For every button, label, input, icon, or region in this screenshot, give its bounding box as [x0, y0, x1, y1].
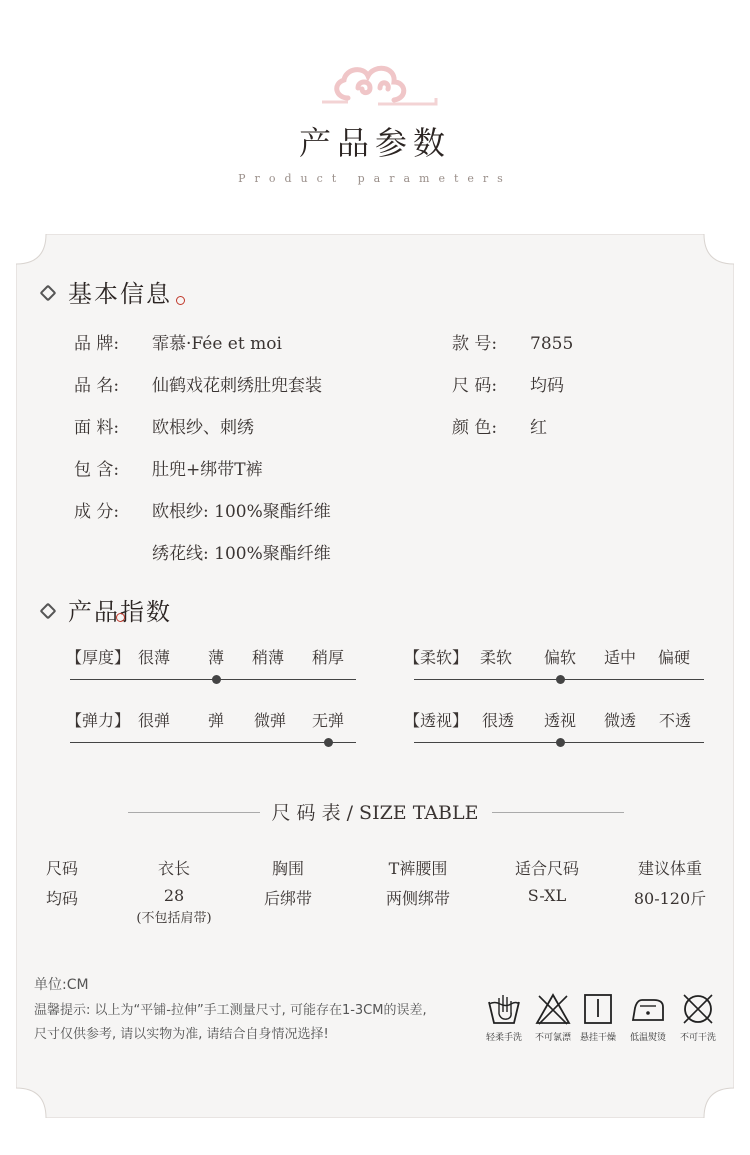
scale-marker [212, 675, 221, 684]
scale-marker [556, 738, 565, 747]
table-header: 衣长 [157, 859, 190, 878]
thickness-option: 稍厚 [312, 648, 345, 667]
transparency-option: 不透 [659, 711, 692, 730]
style-row: 款 号: 7855 [452, 334, 574, 354]
table-header: 建议体重 [637, 859, 702, 878]
elasticity-option: 微弹 [254, 711, 287, 730]
thickness-tag: 【厚度】 [66, 648, 131, 667]
table-cell: 两侧绑带 [385, 889, 450, 908]
color-row: 颜 色: 红 [452, 418, 547, 438]
thickness-option: 薄 [208, 648, 225, 667]
table-cell: S-XL [527, 886, 567, 905]
care-label: 轻柔手洗 [485, 1033, 522, 1043]
tip-line-2: 尺寸仅供参考, 请以实物为准, 请结合自身情况选择! [34, 1027, 329, 1042]
table-header: 胸围 [271, 859, 304, 878]
elasticity-option: 无弹 [312, 711, 345, 730]
tip-line-1: 温馨提示: 以上为“平铺-拉伸”手工测量尺寸, 可能存在1-3CM的误差, [34, 1003, 427, 1018]
no-bleach-icon [533, 992, 573, 1026]
scale-line [70, 742, 356, 743]
table-cell: 28 [163, 886, 185, 905]
page-title: 产品参数 [298, 124, 451, 162]
table-cell: 80-120斤 [633, 889, 707, 908]
table-header: 适合尺码 [514, 859, 579, 878]
composition-row-2: 绣花线: 100%聚酯纤维 [152, 544, 331, 564]
softness-scale [404, 645, 704, 685]
size-row: 尺 码: 均码 [452, 376, 564, 396]
table-cell: 均码 [45, 889, 78, 908]
elasticity-option: 弹 [208, 711, 225, 730]
softness-option: 偏硬 [658, 648, 691, 667]
size-title-divider [492, 812, 624, 813]
table-cell: 后绑带 [263, 889, 312, 908]
page-subtitle: Product parameters [238, 172, 512, 185]
red-ring-icon [116, 613, 125, 622]
no-dry-clean-icon [678, 992, 718, 1026]
transparency-option: 透视 [544, 711, 577, 730]
thickness-option: 很薄 [138, 648, 171, 667]
softness-option: 偏软 [544, 648, 577, 667]
hang-dry-icon [578, 992, 618, 1026]
scale-marker [556, 675, 565, 684]
transparency-scale [404, 708, 704, 748]
transparency-tag: 【透视】 [404, 711, 469, 730]
page-header [0, 0, 750, 200]
product-index-heading: 产品指数 [42, 592, 172, 627]
table-header: T裤腰围 [388, 859, 448, 878]
softness-option: 适中 [604, 648, 637, 667]
table-header: 尺码 [45, 859, 78, 878]
care-label: 低温熨烫 [629, 1033, 666, 1043]
red-ring-icon [176, 296, 185, 305]
name-row: 品 名: 仙鹤戏花刺绣肚兜套装 [74, 376, 322, 396]
transparency-option: 微透 [604, 711, 637, 730]
diamond-bullet-icon [40, 285, 57, 302]
hand-wash-icon [484, 992, 524, 1026]
unit-note: 单位:CM [34, 977, 89, 993]
size-table-title: 尺 码 表 / SIZE TABLE [271, 802, 479, 824]
cloud-ornament-icon [318, 58, 438, 118]
thickness-scale [66, 645, 356, 685]
composition-row: 成 分: 欧根纱: 100%聚酯纤维 [74, 502, 331, 522]
scale-marker [324, 738, 333, 747]
softness-option: 柔软 [480, 648, 513, 667]
softness-tag: 【柔软】 [404, 648, 469, 667]
basic-info-heading: 基本信息 [42, 274, 172, 309]
fabric-row: 面 料: 欧根纱、刺绣 [74, 418, 254, 438]
elasticity-tag: 【弹力】 [66, 711, 131, 730]
low-iron-icon [628, 992, 668, 1026]
brand-row: 品 牌: 霏慕·Fée et moi [74, 334, 282, 354]
length-note: (不包括肩带) [136, 911, 212, 926]
elasticity-scale [66, 708, 356, 748]
diamond-bullet-icon [40, 603, 57, 620]
include-row: 包 含: 肚兜+绑带T裤 [74, 460, 263, 480]
care-label: 不可氯漂 [534, 1033, 571, 1043]
care-label: 悬挂干燥 [579, 1033, 616, 1043]
thickness-option: 稍薄 [252, 648, 285, 667]
transparency-option: 很透 [482, 711, 515, 730]
care-label: 不可干洗 [679, 1033, 716, 1043]
elasticity-option: 很弹 [138, 711, 171, 730]
